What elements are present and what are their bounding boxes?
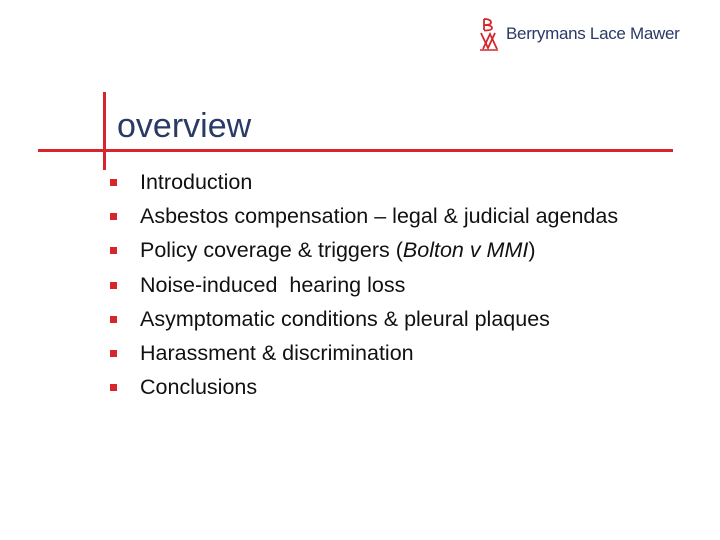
bullet-item <box>110 165 618 199</box>
blm-monogram-icon <box>478 16 500 52</box>
bullet-text: Introduction <box>140 169 253 194</box>
bullet-item <box>110 268 618 302</box>
bullet-text <box>140 238 536 263</box>
logo-text: Berrymans Lace Mawer <box>506 24 680 43</box>
bullet-marker-icon <box>110 213 117 220</box>
bullet-item <box>110 302 618 336</box>
bullet-text-post: ) <box>528 238 536 263</box>
horizontal-accent-rule <box>38 149 673 152</box>
company-logo <box>478 16 680 52</box>
bullet-marker-icon <box>110 350 117 357</box>
vertical-accent-rule <box>103 92 106 170</box>
bullet-marker-icon <box>110 384 117 391</box>
bullet-text: Conclusions <box>140 375 258 400</box>
bullet-marker-icon <box>110 316 117 323</box>
bullet-text: Asymptomatic conditions & pleural plaques <box>140 306 550 331</box>
bullet-marker-icon <box>110 282 117 289</box>
bullet-text: Harassment & discrimination <box>140 341 414 366</box>
bullet-marker-icon <box>110 247 117 254</box>
bullet-item <box>110 336 618 370</box>
bullet-text-pre: Policy coverage & triggers ( <box>140 238 403 263</box>
bullet-marker-icon <box>110 179 117 186</box>
bullet-item <box>110 371 618 405</box>
case-citation: Bolton v MMI <box>402 238 529 263</box>
bullet-list <box>110 165 618 405</box>
bullet-text: Noise-induced hearing loss <box>140 272 406 297</box>
slide-title: overview <box>117 107 252 145</box>
bullet-text: Asbestos compensation – legal & judicial agendas <box>140 203 619 228</box>
bullet-item <box>110 199 618 233</box>
bullet-item <box>110 234 618 268</box>
